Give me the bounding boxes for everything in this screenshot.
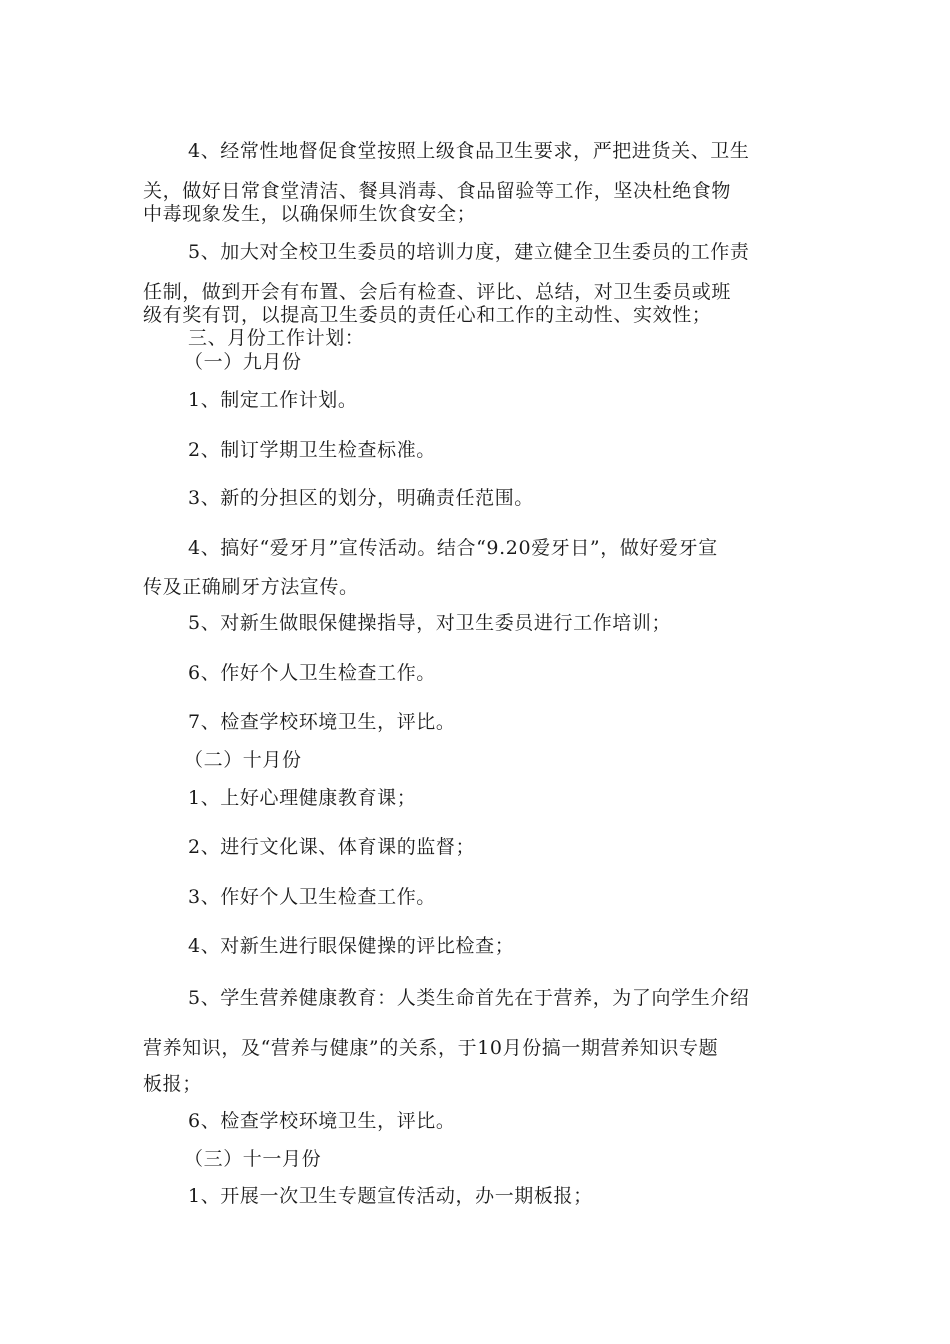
paragraph-line: 级有奖有罚，以提高卫生委员的责任心和工作的主动性、实效性； bbox=[143, 304, 712, 326]
list-item-continuation: 营养知识，及“营养与健康”的关系，于10月份搞一期营养知识专题 bbox=[143, 1037, 719, 1059]
section-heading: 三、月份工作计划： bbox=[188, 327, 365, 349]
paragraph-line: 4、经常性地督促食堂按照上级食品卫生要求，严把进货关、卫生 bbox=[188, 140, 750, 162]
list-item: 7、检查学校环境卫生，评比。 bbox=[188, 711, 456, 733]
list-item: 4、对新生进行眼保健操的评比检查； bbox=[188, 935, 515, 957]
paragraph-line: 任制，做到开会有布置、会后有检查、评比、总结，对卫生委员或班 bbox=[143, 281, 732, 303]
month-heading-october: （二）十月份 bbox=[184, 749, 302, 771]
list-item: 1、开展一次卫生专题宣传活动，办一期板报； bbox=[188, 1185, 593, 1207]
paragraph-line: 中毒现象发生，以确保师生饮食安全； bbox=[143, 203, 477, 225]
list-item: 5、对新生做眼保健操指导，对卫生委员进行工作培训； bbox=[188, 612, 672, 634]
list-item: 2、制订学期卫生检查标准。 bbox=[188, 439, 436, 461]
month-heading-september: （一）九月份 bbox=[184, 351, 302, 373]
list-item: 6、检查学校环境卫生，评比。 bbox=[188, 1110, 456, 1132]
list-item: 3、作好个人卫生检查工作。 bbox=[188, 886, 436, 908]
list-item-continuation: 板报； bbox=[143, 1073, 202, 1095]
paragraph-line: 5、加大对全校卫生委员的培训力度，建立健全卫生委员的工作责 bbox=[188, 241, 750, 263]
list-item: 1、上好心理健康教育课； bbox=[188, 787, 417, 809]
month-heading-november: （三）十一月份 bbox=[184, 1148, 322, 1170]
list-item: 4、搞好“爱牙月”宣传活动。结合“9.20爱牙日”，做好爱牙宣 bbox=[188, 537, 718, 559]
list-item-continuation: 传及正确刷牙方法宣传。 bbox=[143, 576, 359, 598]
paragraph-line: 关，做好日常食堂清洁、餐具消毒、食品留验等工作，坚决杜绝食物 bbox=[143, 180, 732, 202]
list-item: 2、进行文化课、体育课的监督； bbox=[188, 836, 476, 858]
list-item: 3、新的分担区的划分，明确责任范围。 bbox=[188, 487, 534, 509]
list-item: 1、制定工作计划。 bbox=[188, 389, 358, 411]
list-item: 5、学生营养健康教育：人类生命首先在于营养，为了向学生介绍 bbox=[188, 987, 750, 1009]
list-item: 6、作好个人卫生检查工作。 bbox=[188, 662, 436, 684]
